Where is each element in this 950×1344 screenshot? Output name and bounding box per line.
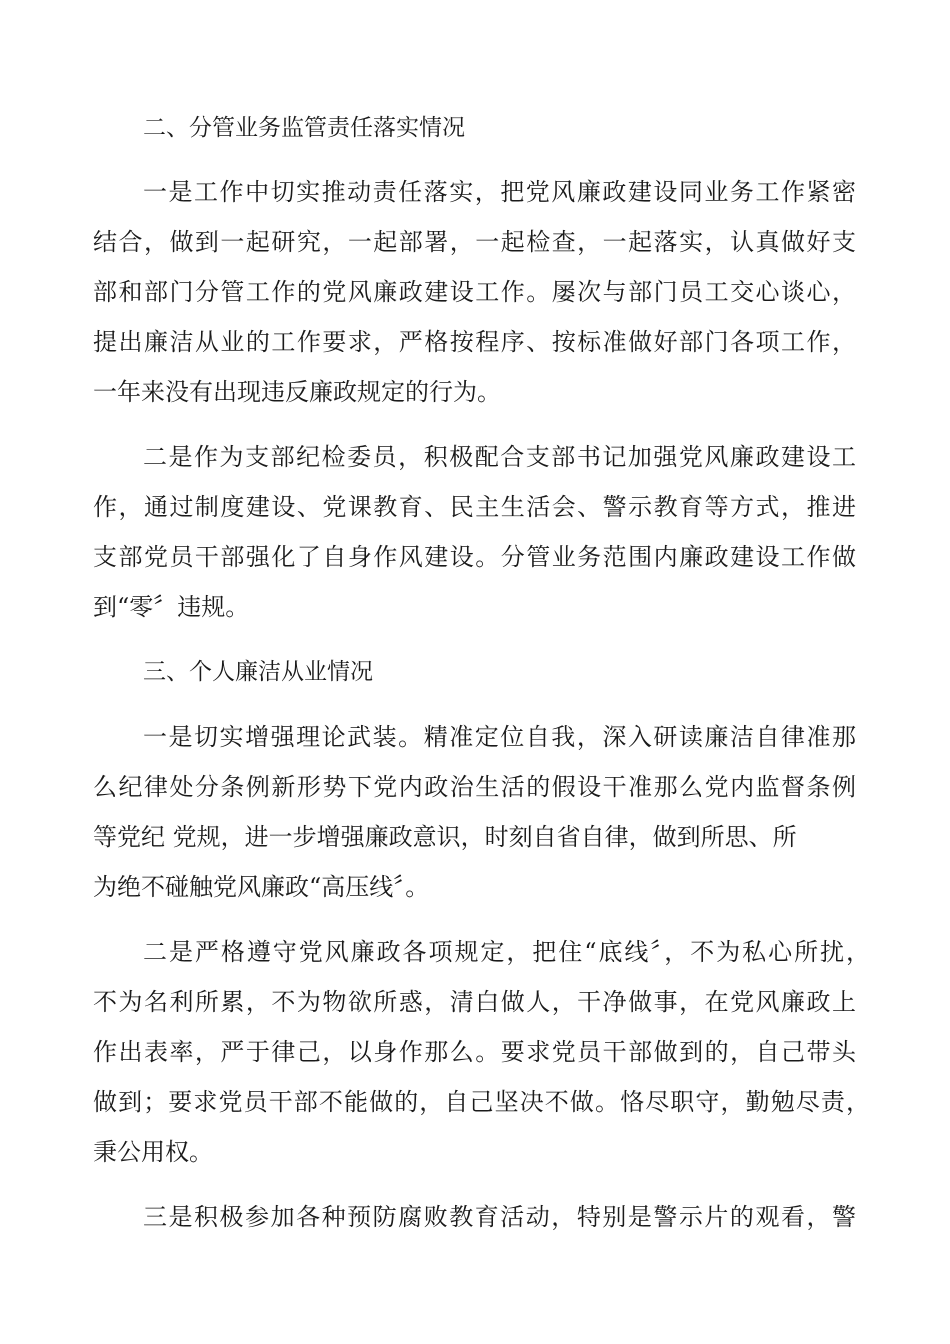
paragraph-line: 作，通过制度建设、党课教育、民主生活会、警示教育等方式，推进	[93, 493, 856, 521]
paragraph-line: 三是积极参加各种预防腐败教育活动，特别是警示片的观看，警	[143, 1203, 856, 1231]
paragraph-line: 为绝不碰触党风廉政“高压线〞。	[93, 873, 430, 901]
paragraph-line: 到“零〞违规。	[93, 593, 250, 621]
paragraph-line: 秉公用权。	[93, 1138, 213, 1166]
section-heading-2: 二、分管业务监管责任落实情况	[143, 115, 465, 141]
paragraph-line: 一年来没有出现违反廉政规定的行为。	[93, 378, 501, 406]
paragraph-line: 二是作为支部纪检委员，积极配合支部书记加强党风廉政建设工	[143, 443, 856, 471]
paragraph-line: 作出表率，严于律己，以身作那么。要求党员干部做到的，自己带头	[93, 1038, 856, 1066]
section-heading-3: 三、个人廉洁从业情况	[143, 659, 373, 685]
paragraph-line: 支部党员干部强化了自身作风建设。分管业务范围内廉政建设工作做	[93, 543, 856, 571]
paragraph-line: 结合，做到一起研究，一起部署，一起检查，一起落实，认真做好支	[93, 228, 856, 256]
paragraph-line: 二是严格遵守党风廉政各项规定，把住“底线〞，不为私心所扰，	[143, 938, 870, 966]
paragraph-line: 不为名利所累，不为物欲所惑，清白做人，干净做事，在党风廉政上	[93, 988, 856, 1016]
paragraph-line: 一是切实增强理论武装。精准定位自我，深入研读廉洁自律准那	[143, 723, 856, 751]
paragraph-line: 一是工作中切实推动责任落实，把党风廉政建设同业务工作紧密	[143, 178, 856, 206]
paragraph-line: 么纪律处分条例新形势下党内政治生活的假设干准那么党内监督条例	[93, 773, 856, 801]
paragraph-line: 提出廉洁从业的工作要求，严格按程序、按标准做好部门各项工作，	[93, 328, 856, 356]
paragraph-line: 部和部门分管工作的党风廉政建设工作。屡次与部门员工交心谈心，	[93, 278, 856, 306]
paragraph-line: 做到；要求党员干部不能做的，自己坚决不做。恪尽职守，勤勉尽责，	[93, 1088, 870, 1116]
paragraph-line: 等党纪 党规，进一步增强廉政意识，时刻自省自律，做到所思、所	[93, 823, 797, 851]
